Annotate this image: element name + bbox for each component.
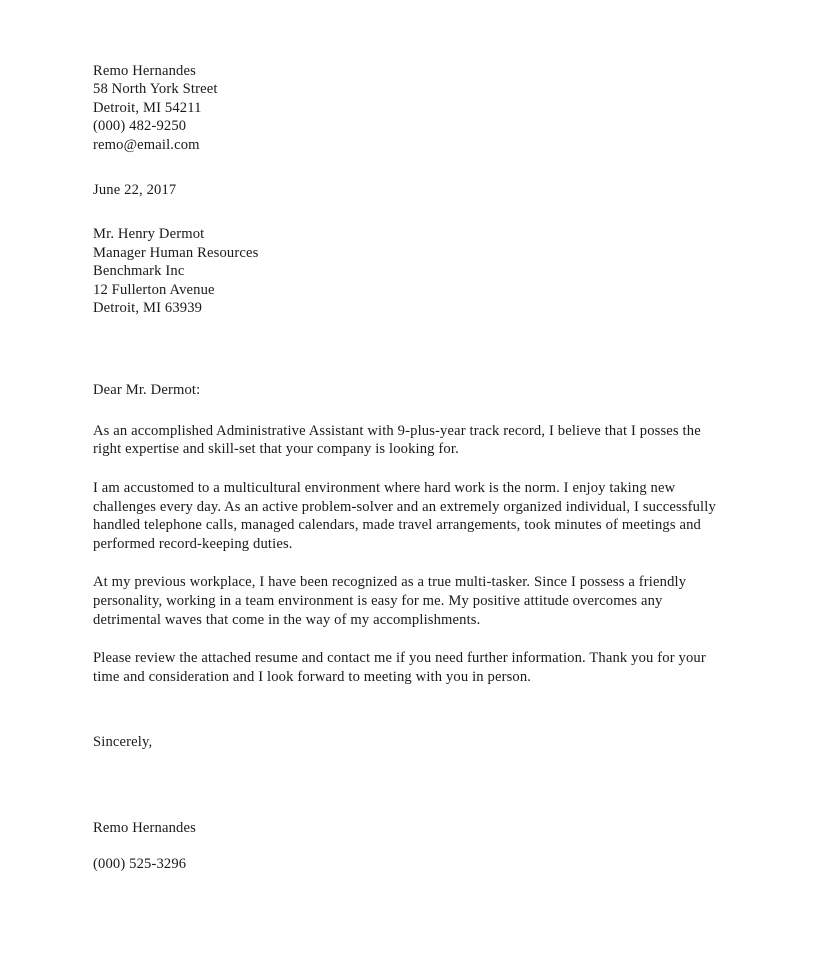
sender-name: Remo Hernandes xyxy=(93,63,196,79)
recipient-street: 12 Fullerton Avenue xyxy=(93,281,215,298)
letter-date: June 22, 2017 xyxy=(93,182,177,199)
sender-address-block xyxy=(93,62,728,154)
salutation: Dear Mr. Dermot: xyxy=(93,382,201,399)
body-paragraph-3: At my previous workplace, I have been recognized as a true multi-tasker. Since I possess a friendly personality, working in a team environment is easy for me. My positive attitude overcomes any detrimental waves that come in the way of my accomplishments. xyxy=(93,574,687,628)
closing-salutation: Sincerely, xyxy=(93,734,153,751)
signature-name: Remo Hernandes xyxy=(93,819,196,836)
sender-phone: (000) 482-9250 xyxy=(93,118,187,135)
recipient-name: Mr. Henry Dermot xyxy=(93,226,205,243)
recipient-address-block xyxy=(93,225,728,317)
sender-street: 58 North York Street xyxy=(93,81,218,98)
body-paragraph-2: I am accustomed to a multicultural environment where hard work is the norm. I enjoy taking new challenges every day. As an active problem-solver and an extremely organized individual, I successfully handled telephone calls, managed calendars, made travel arrangements, took minutes of meetings and performed record-keeping duties. xyxy=(93,480,716,552)
signature-phone: (000) 525-3296 xyxy=(93,856,187,873)
sender-city-state-zip: Detroit, MI 54211 xyxy=(93,99,202,116)
recipient-city-state-zip: Detroit, MI 63939 xyxy=(93,300,203,317)
body-paragraph-4: Please review the attached resume and contact me if you need further information. Thank you for your time and consideration and I look forward to meeting with you in person. xyxy=(93,650,706,685)
sender-email: remo@email.com xyxy=(93,136,200,153)
recipient-company: Benchmark Inc xyxy=(93,263,185,280)
body-paragraph-1: As an accomplished Administrative Assistant with 9-plus-year track record, I believe that I posses the right expertise and skill-set that your company is looking for. xyxy=(93,422,701,458)
recipient-title: Manager Human Resources xyxy=(93,244,259,261)
letter-body xyxy=(93,422,728,687)
